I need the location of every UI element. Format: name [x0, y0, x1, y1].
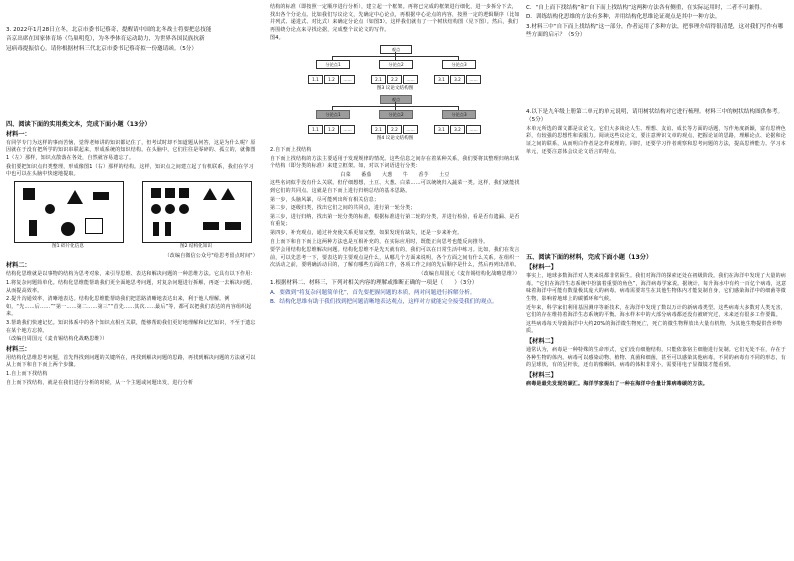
square-shape: [151, 188, 161, 198]
figure-reference: 图4。: [270, 35, 284, 42]
unit-description: 本单元所选的课文都是议论文。它们大多谈论人生、理想、友谊、成长等方面的话题，写作角度新颖，富有思辨色彩，有较强的思想性和说服力。阅读这些议论文，要注意辨识文章的观点，把握论证的思路，理解论点、论据和论证之间的联系，从而明白作者是怎样说理的。同时，还要学习作者观察和思考问题的方法，提高思辨能力。学习本单元，还要注意体会议论文语言的特点。: [526, 125, 787, 155]
rectangle-shape: [203, 222, 219, 230]
tree-leaf-node: 1.1: [308, 125, 323, 134]
column-left: [6, 26, 258, 388]
circle-shape: [45, 204, 55, 214]
figure-2-box: [142, 181, 252, 243]
tree-branch-node: 分论点2: [379, 110, 413, 119]
tree-branch-node: 分论点2: [379, 60, 413, 69]
bar-shape: [165, 222, 171, 236]
tree-branch-node: 分论点3: [442, 60, 476, 69]
material-2-source: （改编自周国元《麦肯锡结构化战略思维》）: [6, 336, 108, 343]
square-shape: [23, 188, 35, 200]
tree-leaf-node: 3.2: [450, 125, 465, 134]
material-1-paragraph-1: 有同学专门为这样的事而苦恼，觉得老师讲的知识都记住了，但考试时却不知道题从何答，这是为什么呢？原因就在于没有把所学的知识串联起来，形成系统的知识结构。在头脑中，它们往往是零碎的、孤立的，就像图1（左）那样，知识点散落在各处，自然就容易遗忘了。: [6, 139, 256, 162]
material-2-item-2: 2.提升沟通效率，清晰地表达。结构化思维能帮助我们把思路清晰地表达出来，利于他人理解。例如，“先……后……”“第一……第二……第三”“首先……其次……最后”等，都可以把我们表达的内容组织起来。: [6, 296, 252, 318]
answer-space: [526, 40, 788, 108]
tree-leaf-node: 3.1: [434, 75, 449, 84]
tree-leaf-node: 1.2: [324, 125, 339, 134]
figure-1-box: [14, 181, 124, 243]
circle-shape: [165, 204, 175, 214]
material-2-item-3: 3.帮助我们快速记忆。知识体系中的各个知识点相互关联，能够帮助我们更好地理解和记忆知识，不至于遗忘在某个地方忘掉。: [6, 320, 256, 334]
material-3-paragraph-4: 自下而上找结构的方法主要适用于发现规律的情况。这些信息之间存在着某种关系，我们要将其整理归纳出某个结构（即分类的标准）来建立框架。如，对以下词语进行分类：: [270, 155, 520, 170]
tree-leaf-node: 2.2: [387, 75, 402, 84]
material-c-label: 【材料三】: [526, 371, 557, 379]
material-3-item-2: 2.自下而上找结构: [270, 146, 312, 153]
step-4: 第四步，补充观点，通过补充使关系更加完整，如果发现有缺失，还是一步来补充。: [270, 229, 463, 236]
material-3-paragraph-1: 用结构化思维思考问题，首先得找到问题的关键所在，再找到解决问题的思路，再找到解决问题的方法就可以从上而下和自下而上两个步骤。: [6, 354, 256, 369]
question-2: 3.材料三中“自下而上找结构”这一部分，作者运用了多种方法，把事理介绍得很清楚，这对我们写作有哪些方面的启示？（5分）: [526, 23, 784, 38]
option-a: A．要做到“将复杂问题简单化”，首先要把握问题的本质，两对问题进行拆解分析。: [270, 289, 476, 296]
square-shape: [165, 188, 175, 198]
circle-shape: [61, 222, 75, 236]
rectangle-shape: [225, 222, 241, 230]
bar-shape: [29, 220, 37, 236]
material-1-label: 材料一：: [6, 130, 31, 138]
material-a-paragraph-2: 近年来，科学家们利用基因测序等新技术，在海洋中发现了数以万计的新病毒类型。这些病毒大多数对人类无害，它们的存在维持着海洋生态系统的平衡。海水样本中的大部分病毒都还没有被研究过，未来还有很多工作要做。: [526, 304, 787, 319]
tree-root-node: 观点: [380, 45, 412, 54]
bar-shape: [153, 222, 159, 236]
material-3-source: （改编自周国元《麦肯锡结构化战略思维》）: [418, 270, 520, 277]
step-2: 第二步，逐级归类，找出它们之间的共同点，进行第一轮分类；: [270, 205, 416, 212]
material-2-label: 材料二：: [6, 262, 31, 270]
material-1-paragraph-2: 我们要把知识点归类整理，形成像图1（右）那样的结构。这样，知识点之间建立起了有机联系，我们在学习中也可以在头脑中快速地提取。: [6, 163, 254, 178]
answer-space: [526, 157, 788, 253]
material-3-label: 材料三：: [6, 345, 31, 353]
section-5-title: 五、阅读下面的材料，完成下面小题（13分）: [526, 254, 653, 262]
tree-leaf-node: 2.2: [387, 125, 402, 134]
square-outline-shape: [85, 218, 103, 234]
material-3-paragraph-6: 自上而下和自下而上这两种方法也是互相补充的，在实际应用时，既能正向思考也能反向推导。: [270, 238, 489, 245]
column-middle: [270, 4, 520, 307]
tree-leaf-node: 1.2: [324, 75, 339, 84]
material-3-paragraph-2: 自上而下找结构，就是在我们进行分析的时候，从一个主题或问题出发，进行分析: [6, 379, 194, 386]
option-b: B．结构化思维有助于我们找到把问题清晰地表达观点，这样对方就能完全接受我们的观点。: [270, 299, 498, 306]
material-b-label: 【材料二】: [526, 337, 557, 345]
tree-branch-node: 分论点3: [442, 110, 476, 119]
question-1: 1.根据材料二、材料三，下列对相关内容的理解或推断正确的一项是（ ）（3分）: [270, 280, 478, 287]
figure-3-caption: 图3 议论文结构图: [376, 85, 414, 91]
material-a-label: 【材料一】: [526, 264, 557, 272]
question-3-line-2: 音京出席在国家体育场（鸟巢明览），为冬季体育运动助力，为世界各国民族抗新: [6, 36, 205, 43]
circle-shape: [179, 204, 189, 214]
triangle-shape: [67, 190, 83, 204]
material-3-paragraph-5: 这些名词似乎没有什么关联。但仔细想想，土豆、大葱、白菜……可以统统归入蔬菜一类。这样，我们就能找到它们的共同点。这就是自下而上进行归纳总结的基本思路。: [270, 180, 520, 194]
tree-root-node: 观点: [380, 95, 412, 104]
figure-1-caption: 图1 碎片化信息: [52, 243, 84, 249]
tree-branch-node: 分论点1: [316, 110, 350, 119]
option-d: D．训练结构化思维的方法有多种，并用结构化思维论证观点是其中一种方法。: [526, 14, 721, 21]
figure-1-2: [6, 181, 258, 253]
material-3-item-1: 1.自上而下找结构: [6, 370, 48, 377]
triangle-shape: [221, 188, 235, 200]
square-shape: [179, 188, 189, 198]
tree-branch-node: 分论点1: [316, 60, 350, 69]
material-b-paragraph: 通常认为，病毒是一种特殊的生命形式，它们没有细胞结构，只能依靠宿主细胞进行复制。它们无处不在，存在于各种生物的体内。病毒可以感染动物、植物、真菌和细菌，甚至可以感染其他病毒。不同的病毒有不同的形态，有的呈球状，有的呈杆状，还有的像蝌蚪。病毒的体积非常小，需要用电子显微镜才能看到。: [526, 346, 787, 369]
tree-leaf-node: ……: [340, 75, 355, 84]
answer-space: [6, 54, 258, 120]
tree-leaf-node: ……: [340, 125, 355, 134]
material-a-paragraph-1: 事实上，地球多数海洋对人类来说都非常陌生。我们对海洋的探索还处在初级阶段。我们在海洋中发现了大量的病毒。“它们在海洋生态系统中扮演着重要的角色”，海洋病毒学家说。据统计，每升海水中有约一百亿个病毒，这意味着海洋中可能有数量极其庞大的病毒。病毒需要寄生在其他生物体内才能复制自身，它们感染海洋中的细菌等微生物，影响着地球上的碳循环和气候。: [526, 273, 787, 302]
tree-diagrams: [270, 45, 520, 145]
material-1-source: （改编自微信公众号"给思考留点时间"）: [164, 252, 258, 259]
column-right: [526, 4, 788, 389]
material-2-item-1: 1.将复杂问题简单化。结构化思维能帮助我们更全面地思考问题，对复杂问题进行拆解，再逐一去解决问题，从而提高效率。: [6, 280, 256, 294]
step-3: 第三步，进行归纳，找出第一轮分类的标准，根据标准进行第二轮的分类，并进行检验，看是否有遗漏、是否有重复；: [270, 213, 520, 228]
tree-leaf-node: ……: [466, 125, 481, 134]
figure-2-caption: 图2 结构化知识: [180, 243, 212, 249]
tree-leaf-node: 1.1: [308, 75, 323, 84]
material-3-paragraph-3: 结构的标准（即按照一定顺序进行分析），建立起一个框架。再将已完成的框架进行细化，进一步拆分下去，找出各个分论点。比如我们写议论文，先确定中心论点，再根据中心论点的内容，按照一定的逻辑顺序（比如并列式、递进式、对比式）来确定分论点（如图3）。这样我们就有了一个树状结构图（见下图）。然后，我们再围绕分论点来寻找论据，完成整个议论文的写作。: [270, 4, 520, 33]
tree-leaf-node: ……: [403, 125, 418, 134]
question-3-line-3: 冠病毒提振信心。请你根据材料三代北京市委书记蔡奇拟一份邀请函。（5分）: [6, 45, 197, 52]
question-3: 4.以下是九年级上册第二单元的单元说明，请用树状结构对它进行梳理。材料三中的树状结构图供参考。（5分）: [526, 109, 784, 124]
figure-4-caption: 图4 议论文结构图: [376, 135, 414, 141]
tree-leaf-node: 3.1: [434, 125, 449, 134]
step-1: 第一步，头脑风暴，尽可能列出所有相关信息；: [270, 196, 380, 203]
section-4-title: 四、阅读下面的实用类文本，完成下面小题（13分）: [6, 120, 151, 128]
material-2-paragraph-1: 结构化思维就是以事物的结构为思考对象，来引导思维、表达和解决问题的一种思维方法。它具有以下作用：: [6, 271, 256, 278]
question-3-line-1: 3. 2022年1月28日立冬，北京市委书记蔡奇，提醒请中国的北冬战士将要把总技能: [6, 27, 212, 33]
word-list: 白菜 番茄 大葱 牛 香芋 土豆: [340, 171, 450, 178]
material-a-paragraph-3: 这些病毒每天导致海洋中大约20%的海洋微生物死亡，死亡的微生物释放出大量有机物，为其他生物提供营养物质。: [526, 320, 783, 335]
rectangle-shape: [93, 192, 109, 200]
tree-leaf-node: 3.2: [450, 75, 465, 84]
triangle-shape: [203, 188, 217, 200]
tree-leaf-node: ……: [403, 75, 418, 84]
tree-leaf-node: 2.1: [371, 125, 386, 134]
circle-shape: [151, 204, 161, 214]
material-c-paragraph: 病毒是最先发现的碳汇。海洋学家提出了一种在海洋中合量计算病毒碳的方法。: [526, 380, 709, 387]
material-3-paragraph-7: 要学会用结构化思维解决问题。结构化思维不是先天就有的，我们可以在日常生活中练习。比如，我们在发言前，可以先思考一下，要表达的主要观点是什么，从哪几个方面来说明，各个方面之间有什么关系。在组织一次活动之前，要明确活动目的，了解有哪些方面的工作，各项工作之间的先后顺序是什么，然后再列出清单。: [270, 247, 520, 269]
option-c: C．“自上而下找结构”和“自下而上找结构”这两种方法各有侧重，在实际运用时，二者不可兼得。: [526, 5, 766, 11]
tree-leaf-node: ……: [466, 75, 481, 84]
tree-leaf-node: 2.1: [371, 75, 386, 84]
